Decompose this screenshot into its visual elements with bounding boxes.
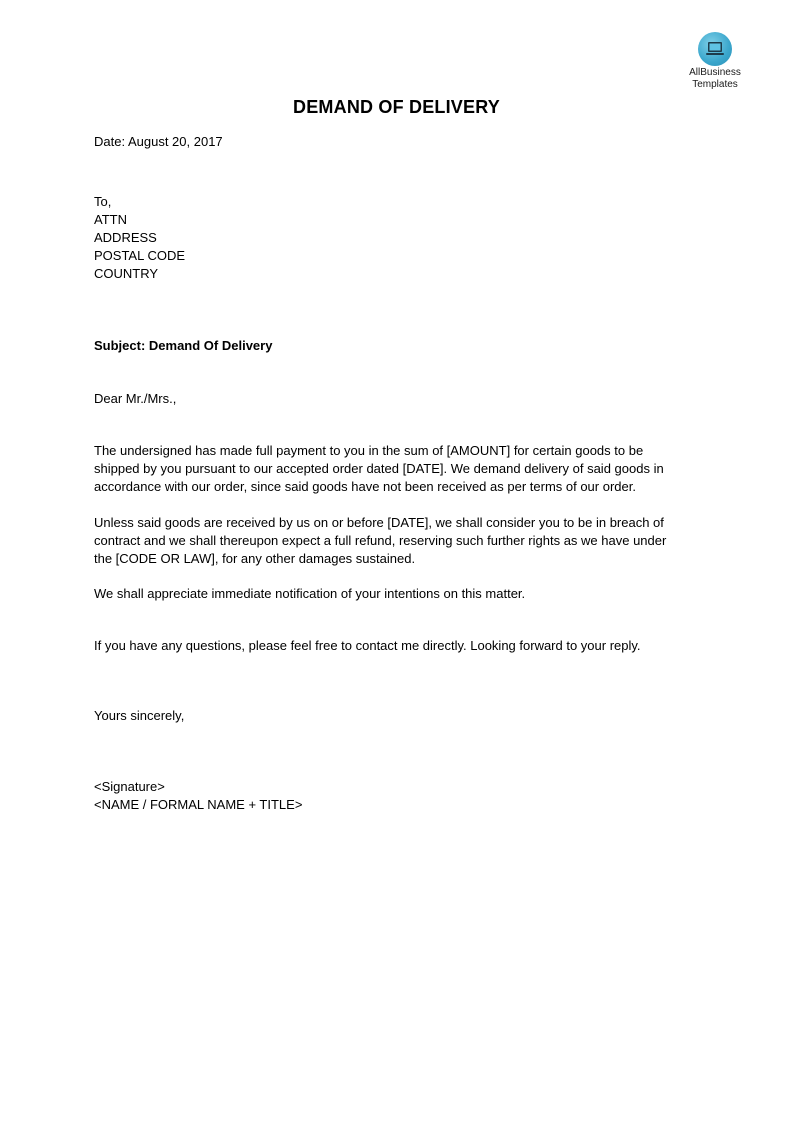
letter-subject: Subject: Demand Of Delivery <box>94 338 273 353</box>
recipient-to: To, <box>94 194 112 209</box>
body-paragraph-4: If you have any questions, please feel free to contact me directly. Looking forward to your reply. <box>94 638 641 653</box>
letter-date: Date: August 20, 2017 <box>94 134 223 149</box>
letter-closing: Yours sincerely, <box>94 708 185 723</box>
logo-text-line2: Templates <box>692 79 738 90</box>
recipient-postal-code: POSTAL CODE <box>94 248 186 263</box>
paragraph-line: Unless said goods are received by us on or before [DATE], we shall consider you to be in breach of <box>94 515 664 530</box>
name-title-placeholder: <NAME / FORMAL NAME + TITLE> <box>94 797 303 812</box>
recipient-attn: ATTN <box>94 212 127 227</box>
paragraph-line: the [CODE OR LAW], for any other damages sustained. <box>94 551 416 566</box>
laptop-icon <box>698 32 732 66</box>
body-paragraph-3: We shall appreciate immediate notification of your intentions on this matter. <box>94 586 526 601</box>
recipient-country: COUNTRY <box>94 266 159 281</box>
paragraph-line: accordance with our order, since said goods have not been received as per terms of our order. <box>94 479 636 494</box>
body-paragraph-2 <box>94 514 704 568</box>
logo-text-line1: AllBusiness <box>689 67 741 78</box>
recipient-address: ADDRESS <box>94 230 157 245</box>
signature-placeholder: <Signature> <box>94 779 165 794</box>
paragraph-line: contract and we shall thereupon expect a full refund, reserving such further rights as we have under <box>94 533 667 548</box>
paragraph-line: shipped by you pursuant to our accepted order dated [DATE]. We demand delivery of said goods in <box>94 461 664 476</box>
paragraph-line: The undersigned has made full payment to you in the sum of [AMOUNT] for certain goods to be <box>94 443 644 458</box>
company-logo <box>680 32 750 90</box>
body-paragraph-1 <box>94 442 704 496</box>
document-title: DEMAND OF DELIVERY <box>293 97 500 117</box>
letter-salutation: Dear Mr./Mrs., <box>94 391 177 406</box>
